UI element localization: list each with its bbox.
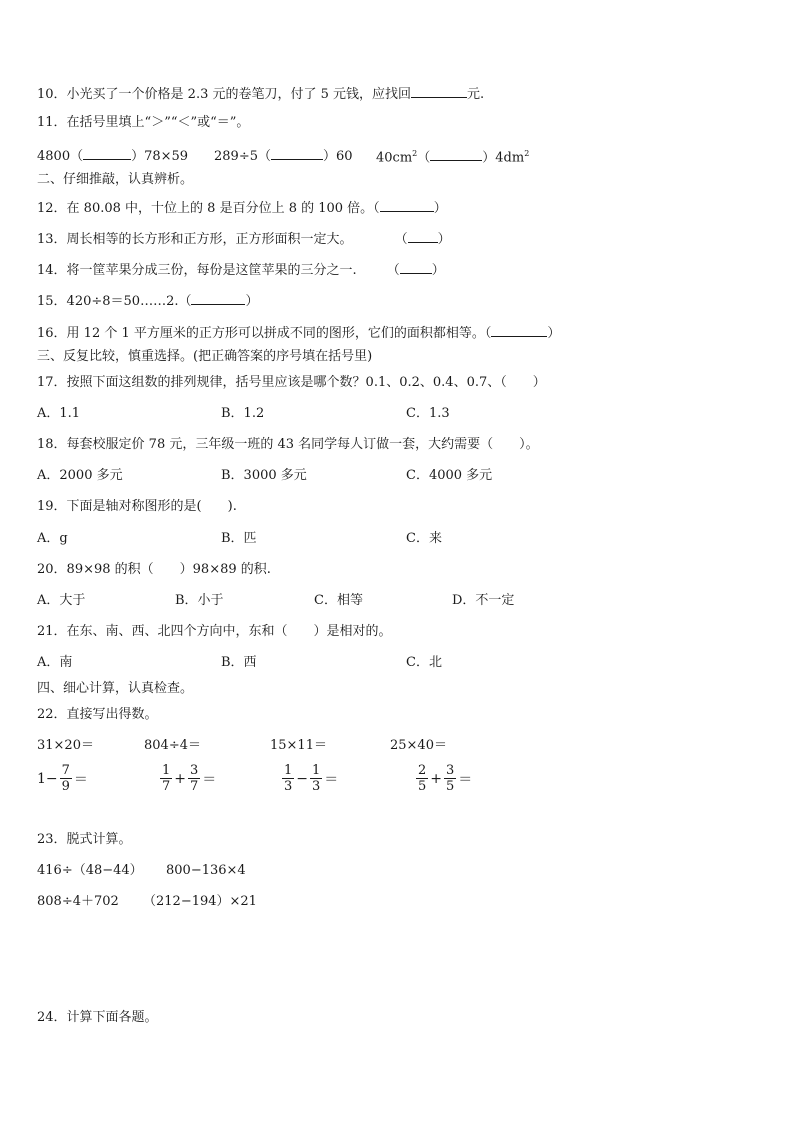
question-text: 在括号里填上“＞”“＜”或“＝”。 bbox=[66, 115, 250, 130]
equals-sign: ＝ bbox=[202, 771, 217, 788]
question-number: 14． bbox=[37, 263, 67, 278]
question-number: 24． bbox=[37, 1010, 67, 1025]
answer-blank[interactable] bbox=[411, 83, 467, 98]
question-tail: ） bbox=[547, 326, 561, 341]
question-number: 16． bbox=[37, 326, 67, 341]
answer-blank[interactable] bbox=[191, 290, 245, 305]
denominator: 7 bbox=[190, 779, 199, 794]
section-heading-4: 四、细心计算，认真检查。 bbox=[37, 681, 194, 696]
question-number: 22． bbox=[37, 707, 67, 722]
operator: − bbox=[296, 770, 309, 787]
option-a[interactable]: A．大于 bbox=[37, 593, 86, 608]
option-b[interactable]: B．西 bbox=[221, 655, 257, 670]
fraction bbox=[282, 763, 294, 794]
question-text: 将一筐苹果分成三份，每份是这筐苹果的三分之一. bbox=[66, 263, 357, 278]
option-a[interactable]: A．1.1 bbox=[37, 406, 81, 421]
question-24 bbox=[37, 1009, 158, 1027]
fraction-expr-1 bbox=[37, 763, 90, 794]
equals-sign: ＝ bbox=[458, 771, 473, 788]
question-tail: ） bbox=[245, 294, 259, 309]
option-c[interactable]: C．来 bbox=[406, 531, 442, 546]
question-12 bbox=[37, 197, 447, 218]
question-text: 89×98 的积（ ）98×89 的积. bbox=[66, 562, 271, 577]
fraction bbox=[416, 763, 428, 794]
answer-blank[interactable] bbox=[83, 145, 131, 160]
operator: + bbox=[174, 770, 187, 787]
exponent: 2 bbox=[412, 149, 418, 158]
question-number: 18． bbox=[37, 437, 67, 452]
compare-item-1 bbox=[37, 145, 188, 166]
question-text: 计算下面各题。 bbox=[66, 1010, 158, 1025]
question-number: 13． bbox=[37, 232, 67, 247]
fraction bbox=[160, 763, 172, 794]
denominator: 7 bbox=[162, 779, 171, 794]
calc-item: 804÷4＝ bbox=[144, 738, 201, 753]
question-text: 下面是轴对称图形的是( ). bbox=[66, 499, 237, 514]
question-tail: ） bbox=[433, 201, 447, 216]
compare-left: 289÷5（ bbox=[214, 149, 271, 164]
answer-blank[interactable] bbox=[408, 228, 438, 243]
denominator: 3 bbox=[312, 779, 321, 794]
numerator: 3 bbox=[190, 763, 199, 778]
question-tail: ） bbox=[437, 232, 451, 247]
question-21 bbox=[37, 623, 392, 641]
calc-item: （212−194）×21 bbox=[143, 894, 257, 909]
question-19 bbox=[37, 498, 237, 516]
question-10 bbox=[37, 83, 484, 104]
option-c[interactable]: C．相等 bbox=[314, 593, 363, 608]
calc-item: 31×20＝ bbox=[37, 738, 94, 753]
fraction-expr-4 bbox=[416, 763, 474, 794]
option-a[interactable]: A．南 bbox=[37, 655, 73, 670]
question-13 bbox=[37, 228, 451, 249]
option-b[interactable]: B．1.2 bbox=[221, 406, 265, 421]
numerator: 2 bbox=[418, 763, 427, 778]
question-20 bbox=[37, 561, 271, 579]
option-b[interactable]: B．匹 bbox=[221, 531, 257, 546]
question-14 bbox=[37, 259, 445, 280]
fraction bbox=[188, 763, 200, 794]
question-15 bbox=[37, 290, 259, 311]
compare-right: ）78×59 bbox=[131, 149, 189, 164]
question-number: 17． bbox=[37, 375, 67, 390]
question-text: 在东、南、西、北四个方向中，东和（ ）是相对的。 bbox=[66, 624, 392, 639]
question-text: 每套校服定价 78 元，三年级一班的 43 名同学每人订做一套，大约需要（ ）。 bbox=[66, 437, 539, 452]
question-11 bbox=[37, 114, 249, 132]
answer-blank[interactable] bbox=[400, 259, 432, 274]
calc-item: 25×40＝ bbox=[390, 738, 447, 753]
calc-item: 808÷4＋702 bbox=[37, 894, 119, 909]
option-c[interactable]: C．北 bbox=[406, 655, 442, 670]
fraction bbox=[60, 763, 72, 794]
fraction-expr-3 bbox=[282, 763, 340, 794]
fraction bbox=[310, 763, 322, 794]
equals-sign: ＝ bbox=[324, 771, 339, 788]
numerator: 1 bbox=[162, 763, 171, 778]
expr-prefix: 1− bbox=[37, 770, 58, 787]
question-number: 20． bbox=[37, 562, 67, 577]
question-number: 15． bbox=[37, 294, 67, 309]
fraction-expr-2 bbox=[160, 763, 218, 794]
compare-item-3 bbox=[376, 145, 529, 167]
question-16 bbox=[37, 322, 560, 343]
calc-item: 800−136×4 bbox=[166, 863, 246, 878]
question-tail: ） bbox=[431, 263, 445, 278]
answer-blank[interactable] bbox=[491, 322, 547, 337]
compare-right: ）4dm bbox=[482, 150, 525, 166]
question-23 bbox=[37, 831, 132, 849]
calc-item: 15×11＝ bbox=[270, 738, 327, 753]
question-17 bbox=[37, 374, 546, 392]
question-text: 按照下面这组数的排列规律，括号里应该是哪个数？0.1、0.2、0.4、0.7、（ ） bbox=[66, 375, 546, 390]
question-number: 23． bbox=[37, 832, 67, 847]
question-number: 11． bbox=[37, 115, 67, 130]
operator: + bbox=[430, 770, 443, 787]
answer-blank[interactable] bbox=[380, 197, 434, 212]
question-text: 用 12 个 1 平方厘米的正方形可以拼成不同的图形，它们的面积都相等。（ bbox=[66, 326, 492, 341]
answer-blank[interactable] bbox=[430, 146, 482, 161]
question-text: 脱式计算。 bbox=[66, 832, 132, 847]
question-open: （ bbox=[386, 263, 400, 278]
question-open: （ bbox=[394, 232, 408, 247]
option-b[interactable]: B．小于 bbox=[175, 593, 224, 608]
question-text: 周长相等的长方形和正方形，正方形面积一定大。 bbox=[66, 232, 353, 247]
numerator: 7 bbox=[61, 763, 70, 778]
question-number: 21． bbox=[37, 624, 67, 639]
compare-open: （ bbox=[417, 150, 431, 166]
section-heading-2: 二、仔细推敲，认真辨析。 bbox=[37, 172, 194, 187]
denominator: 3 bbox=[284, 779, 293, 794]
equals-sign: ＝ bbox=[73, 771, 88, 788]
question-number: 19． bbox=[37, 499, 67, 514]
compare-left: 40cm bbox=[376, 150, 413, 166]
answer-blank[interactable] bbox=[271, 145, 323, 160]
fraction bbox=[444, 763, 456, 794]
question-number: 12． bbox=[37, 201, 67, 216]
denominator: 5 bbox=[446, 779, 455, 794]
question-text: 420÷8＝50……2.（ bbox=[66, 294, 192, 309]
question-text: 小光买了一个价格是 2.3 元的卷笔刀，付了 5 元钱，应找回 bbox=[66, 87, 412, 102]
question-text: 直接写出得数。 bbox=[66, 707, 158, 722]
option-c[interactable]: C．1.3 bbox=[406, 406, 450, 421]
option-a[interactable]: A．g bbox=[37, 531, 68, 546]
compare-item-2 bbox=[214, 145, 353, 166]
question-tail: 元. bbox=[467, 87, 485, 102]
question-22 bbox=[37, 706, 158, 724]
option-b[interactable]: B．3000 多元 bbox=[221, 468, 307, 483]
exponent: 2 bbox=[524, 149, 530, 158]
numerator: 3 bbox=[446, 763, 455, 778]
question-18 bbox=[37, 436, 539, 454]
calc-item: 416÷（48−44） bbox=[37, 863, 143, 878]
question-text: 在 80.08 中，十位上的 8 是百分位上 8 的 100 倍。（ bbox=[66, 201, 380, 216]
denominator: 5 bbox=[418, 779, 427, 794]
section-heading-3: 三、反复比较，慎重选择。(把正确答案的序号填在括号里) bbox=[37, 349, 373, 364]
compare-left: 4800（ bbox=[37, 149, 84, 164]
numerator: 1 bbox=[284, 763, 293, 778]
compare-right: ）60 bbox=[322, 149, 353, 164]
option-a[interactable]: A．2000 多元 bbox=[37, 468, 123, 483]
option-c[interactable]: C．4000 多元 bbox=[406, 468, 493, 483]
numerator: 1 bbox=[312, 763, 321, 778]
denominator: 9 bbox=[61, 779, 70, 794]
option-d[interactable]: D．不一定 bbox=[452, 593, 515, 608]
question-number: 10． bbox=[37, 87, 67, 102]
